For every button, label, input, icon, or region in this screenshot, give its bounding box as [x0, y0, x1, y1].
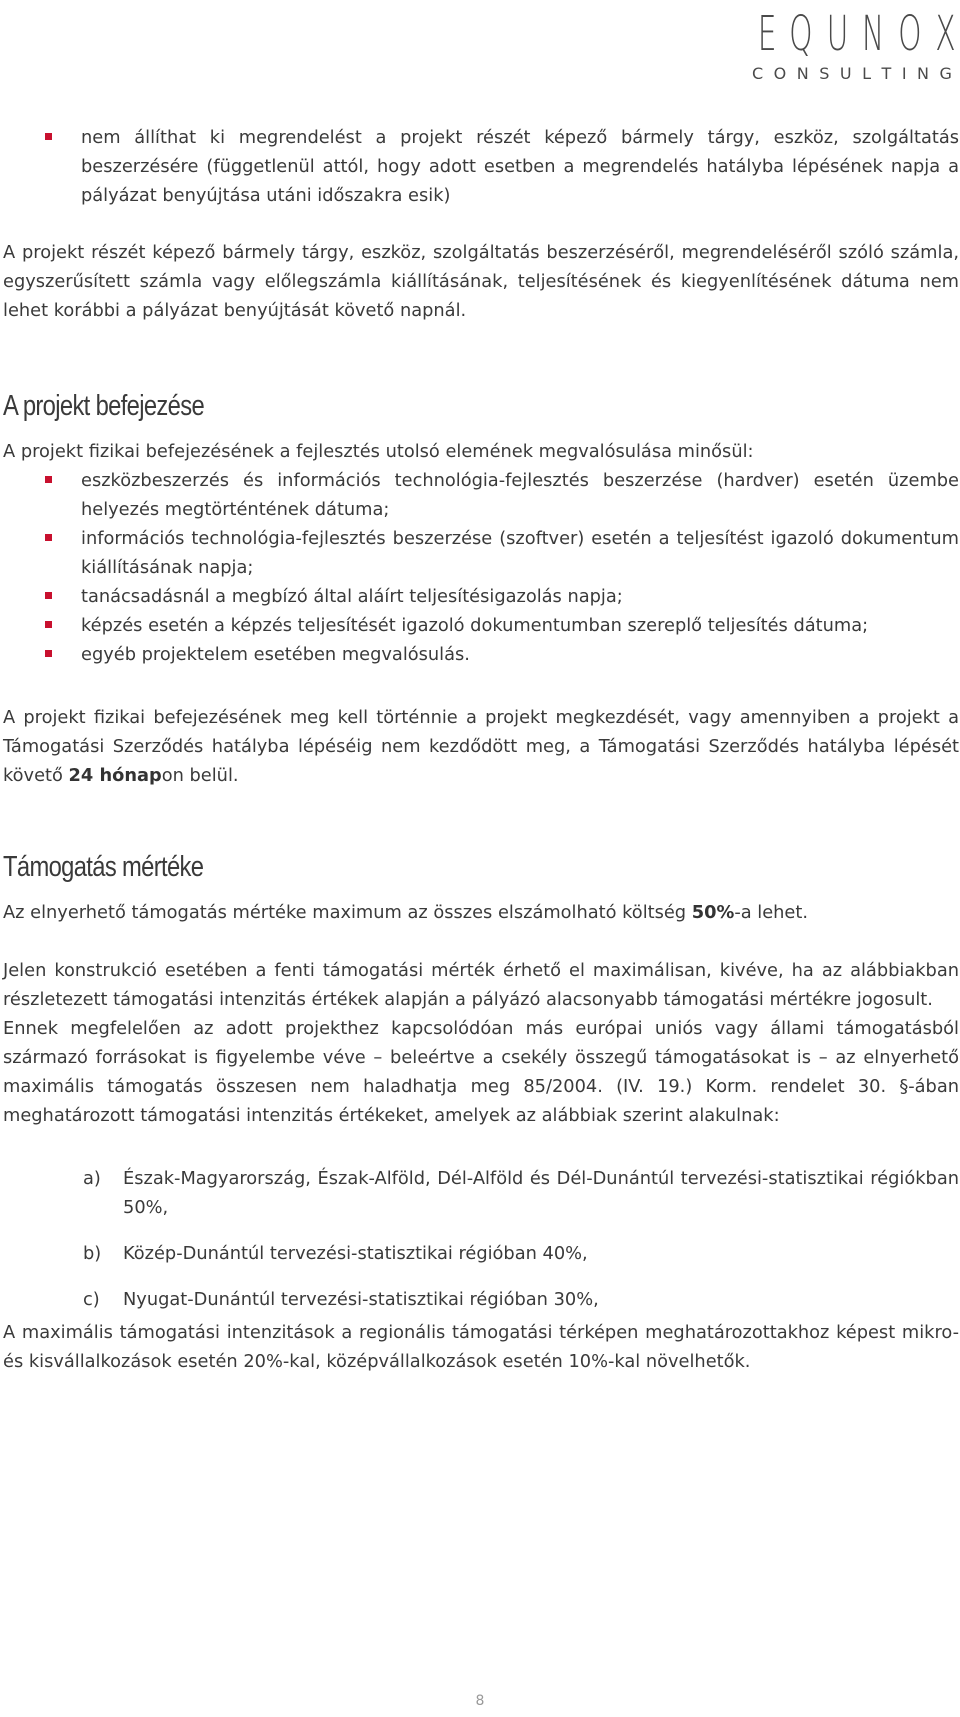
logo-subtitle	[752, 64, 952, 83]
list-item-text: Észak-Magyarország, Észak-Alföld, Dél-Alföld és Dél-Dunántúl tervezési-statisztikai régiókban 50%,	[123, 1168, 959, 1218]
invoice-paragraph: A projekt részét képező bármely tárgy, eszköz, szolgáltatás beszerzéséről, megrendeléséről szóló számla, egyszerűsített számla vagy előlegszámla kiállításának, teljesítésének és kiegyenlítésének dátuma nem lehet korábbi a pályázat benyújtását követő napnál.	[3, 242, 959, 321]
text-run: on belül.	[161, 765, 239, 786]
list-item-text: Nyugat-Dunántúl tervezési-statisztikai régióban 30%,	[123, 1289, 599, 1310]
text-run: -a lehet.	[734, 902, 808, 923]
completion-criteria-list	[3, 466, 959, 669]
section-title-project-completion: A projekt befejezése	[3, 390, 205, 422]
list-item: eszközbeszerzés és információs technológia-fejlesztés beszerzése (hardver) esetén üzembe helyezés megtörténtének dátuma;	[3, 466, 959, 524]
logo-sub-letter: U	[839, 64, 852, 83]
list-item: információs technológia-fejlesztés beszerzése (szoftver) esetén a teljesítést igazoló dokumentum kiállításának napja;	[3, 524, 959, 582]
list-item	[3, 1239, 959, 1268]
logo-letter: Q	[789, 6, 813, 62]
logo-sub-letter: O	[773, 64, 787, 83]
list-item: nem állíthat ki megrendelést a projekt részét képező bármely tárgy, eszköz, szolgáltatás beszerzésére (függetlenül attól, hogy adott esetben a megrendelés hatályba lépésének napja a pályázat benyújtása utáni időszakra esik)	[3, 123, 959, 210]
list-item	[3, 1164, 959, 1222]
logo-letter: X	[935, 6, 956, 62]
list-item: egyéb projektelem esetében megvalósulás.	[3, 640, 959, 669]
logo-sub-letter: C	[752, 64, 764, 83]
list-marker: b)	[83, 1243, 102, 1264]
logo-wordmark	[752, 6, 956, 62]
logo-sub-letter: L	[862, 64, 872, 83]
list-marker: c)	[83, 1289, 100, 1310]
completion-intro: A projekt fizikai befejezésének a fejlesztés utolsó elemének megvalósulása minősül:	[3, 441, 754, 462]
text-run: Az elnyerhető támogatás mértéke maximum az összes elszámolható költség	[3, 902, 692, 923]
intensity-paragraph: Ennek megfelelően az adott projekthez kapcsolódóan más európai uniós vagy állami támogatásból származó forrásokat is figyelembe véve – beleértve a csekély összegű támogatásokat is – az elnyerhető maximális támogatás összesen nem haladhatja meg 85/2004. (IV. 19.) Korm. rendelet 30. §-ában meghatározott támogatási intenzitás értékeket, amelyek az alábbiak szerint alakulnak:	[3, 1018, 959, 1126]
list-item	[3, 1285, 959, 1314]
max-rate-emphasis: 50%	[691, 902, 735, 923]
equinox-logo	[752, 6, 956, 86]
logo-letter: U	[826, 6, 849, 62]
list-marker: a)	[83, 1168, 101, 1189]
max-support-paragraph	[3, 898, 959, 927]
logo-letter: N	[862, 6, 885, 62]
completion-deadline-paragraph	[3, 703, 959, 790]
logo-sub-letter: T	[881, 64, 892, 83]
regions-list	[3, 1164, 959, 1314]
logo-sub-letter: N	[796, 64, 809, 83]
bullet-list-top	[3, 123, 959, 210]
list-item: képzés esetén a képzés teljesítését igazoló dokumentumban szereplő teljesítés dátuma;	[3, 611, 959, 640]
deadline-emphasis: 24 hónap	[68, 765, 162, 786]
list-item: tanácsadásnál a megbízó által aláírt teljesítésigazolás napja;	[3, 582, 959, 611]
logo-sub-letter: G	[939, 64, 952, 83]
section-title-support-rate: Támogatás mértéke	[3, 851, 204, 883]
construction-paragraph: Jelen konstrukció esetében a fenti támogatási mérték érhető el maximálisan, kivéve, ha az alábbiakban részletezett támogatási intenzitás értékek alapján a pályázó alacsonyabb támogatási mértékre jogosult.	[3, 960, 959, 1010]
page-number: 8	[475, 1693, 485, 1709]
text-run: A projekt fizikai befejezésének meg kell történnie a projekt megkezdését, vagy amennyiben a projekt a Támogatási Szerződés hatályba lépéséig nem kezdődött meg, a Támogatási Szerződés hatályba lépését követő	[3, 707, 959, 786]
document-body	[3, 123, 959, 1376]
logo-sub-letter: S	[819, 64, 830, 83]
closing-paragraph: A maximális támogatási intenzitások a regionális támogatási térképen meghatározottakhoz képest mikro- és kisvállalkozások esetén 20%-kal, középvállalkozások esetén 10%-kal növelhetők.	[3, 1322, 959, 1372]
logo-sub-letter: I	[901, 64, 907, 83]
logo-letter: O	[898, 6, 922, 62]
logo-letter: E	[757, 6, 777, 62]
logo-sub-letter: N	[917, 64, 929, 83]
list-item-text: Közép-Dunántúl tervezési-statisztikai régióban 40%,	[123, 1243, 588, 1264]
